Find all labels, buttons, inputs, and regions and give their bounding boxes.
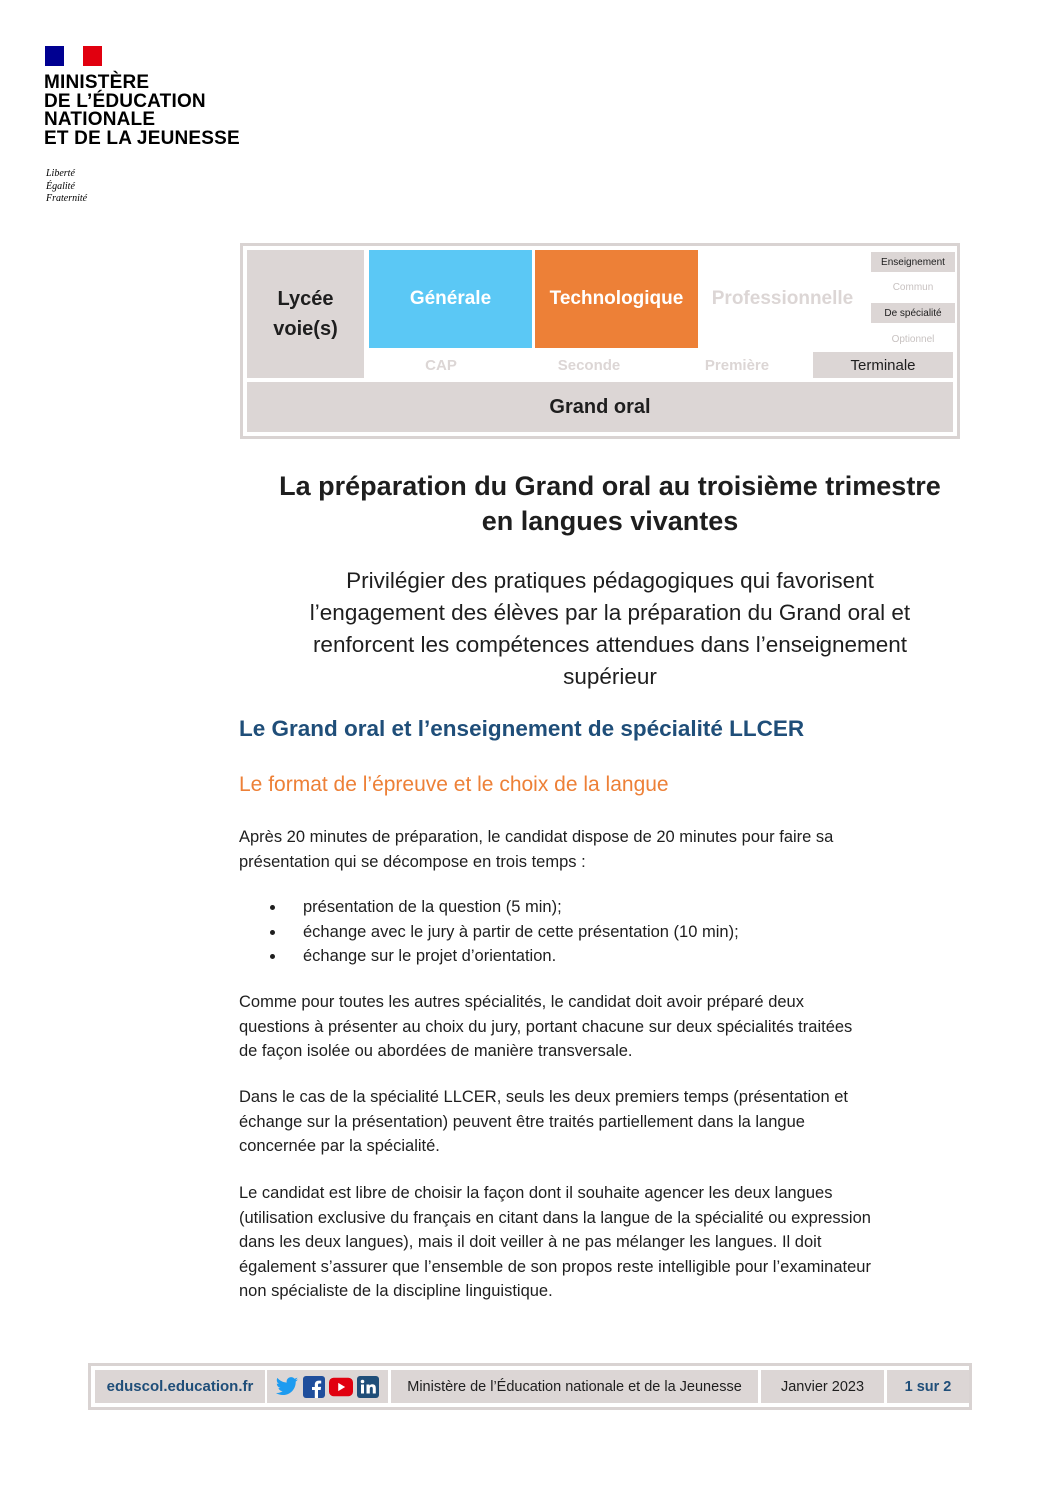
facebook-icon[interactable] xyxy=(302,1375,326,1399)
republic-motto xyxy=(46,168,87,206)
eduscol-link[interactable]: eduscol.education.fr xyxy=(95,1370,265,1403)
paragraph-llcer xyxy=(239,1085,999,1159)
text-line: échange sur la présentation) peuvent être traités partiellement dans la langue xyxy=(239,1112,805,1131)
subtitle-line: supérieur xyxy=(563,664,657,689)
text-line: présentation qui se décompose en trois temps : xyxy=(239,852,586,871)
text-line: Comme pour toutes les autres spécialités, le candidat doit avoir préparé deux xyxy=(239,993,804,1011)
linkedin-icon[interactable] xyxy=(356,1375,380,1399)
section-heading: Le Grand oral et l’enseignement de spécialité LLCER xyxy=(239,716,805,741)
twitter-icon[interactable] xyxy=(275,1375,299,1399)
text-line: Le candidat est libre de choisir la façon dont il souhaite agencer les deux langues xyxy=(239,1184,833,1202)
subsection-heading: Le format de l’épreuve et le choix de la langue xyxy=(239,773,669,796)
lycee-label: Lycée xyxy=(277,288,334,310)
motto-line: Liberté xyxy=(46,168,75,179)
page-footer xyxy=(88,1363,972,1410)
ministry-line: ET DE LA JEUNESSE xyxy=(44,127,240,149)
motto-line: Égalité xyxy=(46,180,75,192)
text-line: de façon isolée ou abordées de manière transversale. xyxy=(239,1042,633,1060)
text-line: questions à présenter au choix du jury, portant chacune sur deux spécialités traitées xyxy=(239,1017,853,1036)
bullet-list xyxy=(270,895,739,969)
grand-oral-banner: Grand oral xyxy=(247,382,953,432)
ministry-line: NATIONALE xyxy=(44,109,156,130)
lycee-voies-label xyxy=(247,250,364,378)
voie-professionnelle: Professionnelle xyxy=(701,250,864,348)
title-line: La préparation du Grand oral au troisième trimestre xyxy=(279,471,941,501)
tag-enseignement: Enseignement xyxy=(871,252,955,272)
ministry-line: DE L’ÉDUCATION xyxy=(44,90,206,112)
text-line: Après 20 minutes de préparation, le candidat dispose de 20 minutes pour faire sa xyxy=(239,828,834,846)
list-item xyxy=(270,895,739,920)
text-line: dans les deux langues), mais il doit veiller à ne pas mélanger les langues. Il doit xyxy=(239,1233,822,1251)
tag-optionnel: Optionnel xyxy=(871,329,955,349)
tag-commun: Commun xyxy=(871,277,955,297)
level-terminale: Terminale xyxy=(813,352,953,378)
bullet-icon xyxy=(270,954,275,959)
bullet-icon xyxy=(270,930,275,935)
voie-generale: Générale xyxy=(369,250,532,348)
republique-flag-icon xyxy=(45,46,102,66)
list-item-text: échange sur le projet d’orientation. xyxy=(303,947,557,965)
subtitle-line: Privilégier des pratiques pédagogiques qui favorisent xyxy=(346,568,874,593)
page-title xyxy=(180,469,1040,539)
list-item xyxy=(270,920,739,945)
subtitle-line: l’engagement des élèves par la préparation du Grand oral et xyxy=(309,600,911,625)
voies-label: voie(s) xyxy=(273,318,338,340)
subtitle-line: renforcent les compétences attendues dans l’enseignement xyxy=(312,632,908,657)
page-subtitle xyxy=(180,565,1040,693)
paragraph-specialites xyxy=(239,990,999,1064)
text-line: concernée par la spécialité. xyxy=(239,1137,440,1155)
level-cap: CAP xyxy=(425,356,457,374)
paragraph-langues xyxy=(239,1181,999,1304)
curriculum-navigation-box xyxy=(240,243,960,439)
list-item-text: présentation de la question (5 min); xyxy=(303,898,562,916)
text-line: Dans le cas de la spécialité LLCER, seuls les deux premiers temps (présentation et xyxy=(239,1088,848,1106)
text-line: non spécialiste de la discipline linguistique. xyxy=(239,1282,553,1300)
ministry-line: MINISTÈRE xyxy=(44,72,150,93)
level-seconde: Seconde xyxy=(557,356,621,374)
list-item-text: échange avec le jury à partir de cette présentation (10 min); xyxy=(303,922,739,941)
paragraph-intro xyxy=(239,825,999,874)
footer-date: Janvier 2023 xyxy=(761,1370,884,1403)
level-premiere: Première xyxy=(704,356,770,374)
page-number: 1 sur 2 xyxy=(887,1370,969,1403)
youtube-icon[interactable] xyxy=(329,1375,353,1399)
voie-technologique: Technologique xyxy=(535,250,698,348)
text-line: (utilisation exclusive du français en citant dans la langue de la spécialité ou expression xyxy=(239,1208,871,1227)
footer-ministry: Ministère de l’Éducation nationale et de la Jeunesse xyxy=(391,1370,758,1403)
social-links xyxy=(267,1370,388,1403)
bullet-icon xyxy=(270,905,275,910)
list-item xyxy=(270,944,739,969)
text-line: également s’assurer que l’ensemble de son propos reste intelligible pour l’examinateur xyxy=(239,1257,871,1276)
title-line: en langues vivantes xyxy=(481,506,739,536)
motto-line: Fraternité xyxy=(46,193,88,204)
tag-specialite: De spécialité xyxy=(871,303,955,323)
ministry-name xyxy=(44,74,240,148)
